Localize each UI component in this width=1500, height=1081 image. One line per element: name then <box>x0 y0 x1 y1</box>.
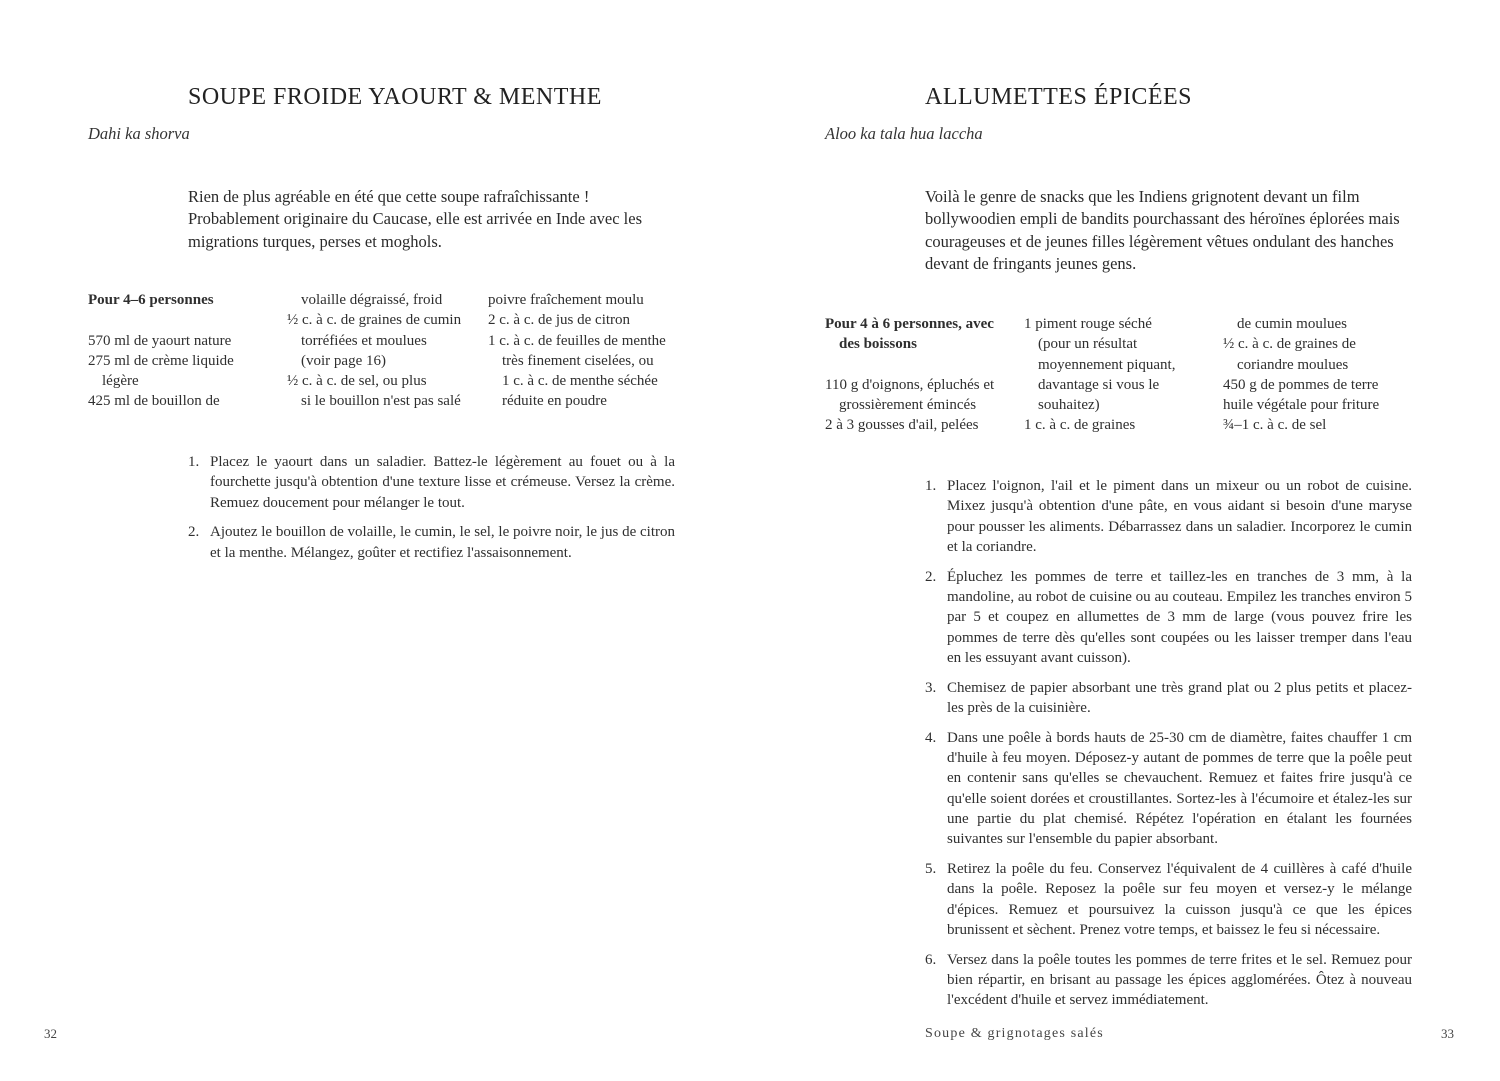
step-text: Ajoutez le bouillon de volaille, le cumin, le sel, le poivre noir, le jus de citron et la menthe. Mélangez, goûter et rectifiez l'assaisonnement. <box>210 524 675 561</box>
ingredient-line: très finement ciselées, ou <box>502 352 654 369</box>
ingredient-line: 275 ml de crème liquide <box>88 352 234 369</box>
right-ingredients-col1 <box>825 314 1017 436</box>
ingredient-line: huile végétale pour friture <box>1223 397 1380 414</box>
ingredient-line: ¾–1 c. à c. de sel <box>1223 417 1327 434</box>
right-serves-cont: des boissons <box>839 336 917 353</box>
right-intro <box>925 186 1400 275</box>
step-item <box>925 567 1412 668</box>
right-page-number: 33 <box>1441 1026 1454 1041</box>
step-number: 4. <box>925 729 937 746</box>
right-steps <box>925 476 1412 1020</box>
step-text: Placez l'oignon, l'ail et le piment dans un mixeur ou un robot de cuisine. Mixez jusqu'à obtention d'une pâte, en vous aidant si besoin d'une maryse pour pousser les aliments. Débarrassez dans un saladier. Incorporez le cumin et la coriandre. <box>947 478 1412 555</box>
left-intro <box>188 186 666 253</box>
step-number: 1. <box>925 478 937 494</box>
ingredient-line: 1 piment rouge séché <box>1024 316 1152 332</box>
ingredient-line: 110 g d'oignons, épluchés et <box>825 376 995 393</box>
step-text: Épluchez les pommes de terre et taillez-les en tranches de 3 mm, à la mandoline, au robot de cuisine ou au couteau. Empilez les tranches environ 5 par 5 et coupez en allumettes de 3 mm de large (vous pouvez frire les pommes de terre dès qu'elles sont coupées ou les laisser tremper dans l'eau en les essuyant avant cuisson). <box>947 568 1412 666</box>
left-ingredients-col1 <box>88 290 278 412</box>
ingredient-line: 570 ml de yaourt nature <box>88 332 232 349</box>
step-item <box>925 859 1412 940</box>
left-recipe-subtitle: Dahi ka shorva <box>88 124 190 143</box>
ingredient-line: de cumin moulues <box>1237 316 1347 332</box>
ingredient-line: 450 g de pommes de terre <box>1223 376 1379 393</box>
right-intro-text: Voilà le genre de snacks que les Indiens grignotent devant un film bollywoodien empli de bandits pourchassant des héroïnes éplorées mais courageuses et de jeunes filles légèrement vêtues ondulant des hanches devant de fringants jeunes gens. <box>925 187 1400 273</box>
step-text: Versez dans la poêle toutes les pommes de terre frites et le sel. Remuez pour bien répartir, en brisant au passage les épices agglomérées. Ôtez à nouveau l'excédent d'huile et servez immédiatement. <box>947 951 1412 1009</box>
step-text: Dans une poêle à bords hauts de 25-30 cm de diamètre, faites chauffer 1 cm d'huile à feu moyen. Déposez-y autant de pommes de terre que la poêle peut en contenir sans qu'elles se chevauchent. Remuez et faites frire jusqu'à ce qu'elle soient dorées et croustillantes. Sortez-les à l'écumoire et étalez-les sur une partie du plat chemisé. Répétez l'opération en étalant les fournées suivantes sur l'ensemble du papier absorbant. <box>947 729 1412 848</box>
ingredient-line: volaille dégraissé, froid <box>301 292 443 308</box>
step-number: 1. <box>188 454 200 470</box>
step-number: 3. <box>925 679 937 696</box>
step-item <box>925 728 1412 850</box>
left-serves: Pour 4–6 personnes <box>88 292 214 308</box>
ingredient-line: si le bouillon n'est pas salé <box>301 393 461 410</box>
right-recipe-subtitle: Aloo ka tala hua laccha <box>825 124 983 143</box>
ingredient-line: 1 c. à c. de graines <box>1024 417 1136 434</box>
left-steps <box>188 452 675 572</box>
ingredient-line: grossièrement émincés <box>839 397 977 414</box>
step-item <box>925 950 1412 1011</box>
step-number: 2. <box>188 524 200 541</box>
ingredient-line: 425 ml de bouillon de <box>88 393 220 410</box>
ingredient-line: ½ c. à c. de graines de <box>1223 336 1356 353</box>
step-number: 6. <box>925 951 937 968</box>
step-item <box>188 452 675 513</box>
ingredient-line: 1 c. à c. de feuilles de menthe <box>488 332 666 349</box>
ingredient-line: torréfiées et moulues <box>301 332 427 349</box>
step-text: Placez le yaourt dans un saladier. Battez-le légèrement au fouet ou à la fourchette jusqu'à obtention d'une texture lisse et crémeuse. Versez la crème. Remuez doucement pour mélanger le tout. <box>210 454 675 511</box>
step-number: 5. <box>925 861 937 878</box>
step-text: Chemisez de papier absorbant une très grand plat ou 2 plus petits et placez-les près de la cuisinière. <box>947 679 1412 716</box>
right-recipe-title: ALLUMETTES ÉPICÉES <box>925 84 1192 110</box>
step-item <box>188 522 675 563</box>
ingredient-line: poivre fraîchement moulu <box>488 292 644 308</box>
ingredient-line: réduite en poudre <box>502 393 607 410</box>
left-intro-text: Rien de plus agréable en été que cette soupe rafraîchissante ! Probablement originaire du Caucase, elle est arrivée en Inde avec les migrations turques, perses et moghols. <box>188 187 643 251</box>
right-ingredients-col3 <box>1223 314 1403 436</box>
ingredient-line: coriandre moulues <box>1237 356 1349 373</box>
step-number: 2. <box>925 568 937 585</box>
step-item <box>925 678 1412 719</box>
ingredient-line: ½ c. à c. de sel, ou plus <box>287 373 427 390</box>
ingredient-line: 2 c. à c. de jus de citron <box>488 312 631 329</box>
step-text: Retirez la poêle du feu. Conservez l'équivalent de 4 cuillères à café d'huile dans la poêle. Reposez la poêle sur feu moyen et versez-y le mélange d'épices. Remuez et poursuivez la cuisson jusqu'à ce que les épices brunissent et sèchent. Prenez votre temps, et baissez le feu si nécessaire. <box>947 861 1412 938</box>
ingredient-line: (voir page 16) <box>301 352 386 369</box>
left-ingredients-col2 <box>287 290 482 412</box>
ingredient-line: davantage si vous le <box>1038 376 1160 393</box>
step-item <box>925 476 1412 557</box>
ingredient-line: (pour un résultat <box>1038 336 1138 353</box>
right-serves: Pour 4 à 6 personnes, avec <box>825 316 994 332</box>
ingredient-line: 1 c. à c. de menthe séchée <box>502 373 658 390</box>
ingredient-line: légère <box>102 373 139 390</box>
ingredient-line: 2 à 3 gousses d'ail, pelées <box>825 417 979 434</box>
right-ingredients-col2 <box>1024 314 1216 436</box>
ingredient-line: souhaitez) <box>1038 397 1100 414</box>
ingredient-line: ½ c. à c. de graines de cumin <box>287 312 462 329</box>
left-page-number: 32 <box>44 1026 57 1041</box>
running-footer: Soupe & grignotages salés <box>925 1026 1104 1041</box>
ingredient-line: moyennement piquant, <box>1038 356 1176 373</box>
left-ingredients-col3 <box>488 290 683 412</box>
left-recipe-title: SOUPE FROIDE YAOURT & MENTHE <box>188 84 602 110</box>
